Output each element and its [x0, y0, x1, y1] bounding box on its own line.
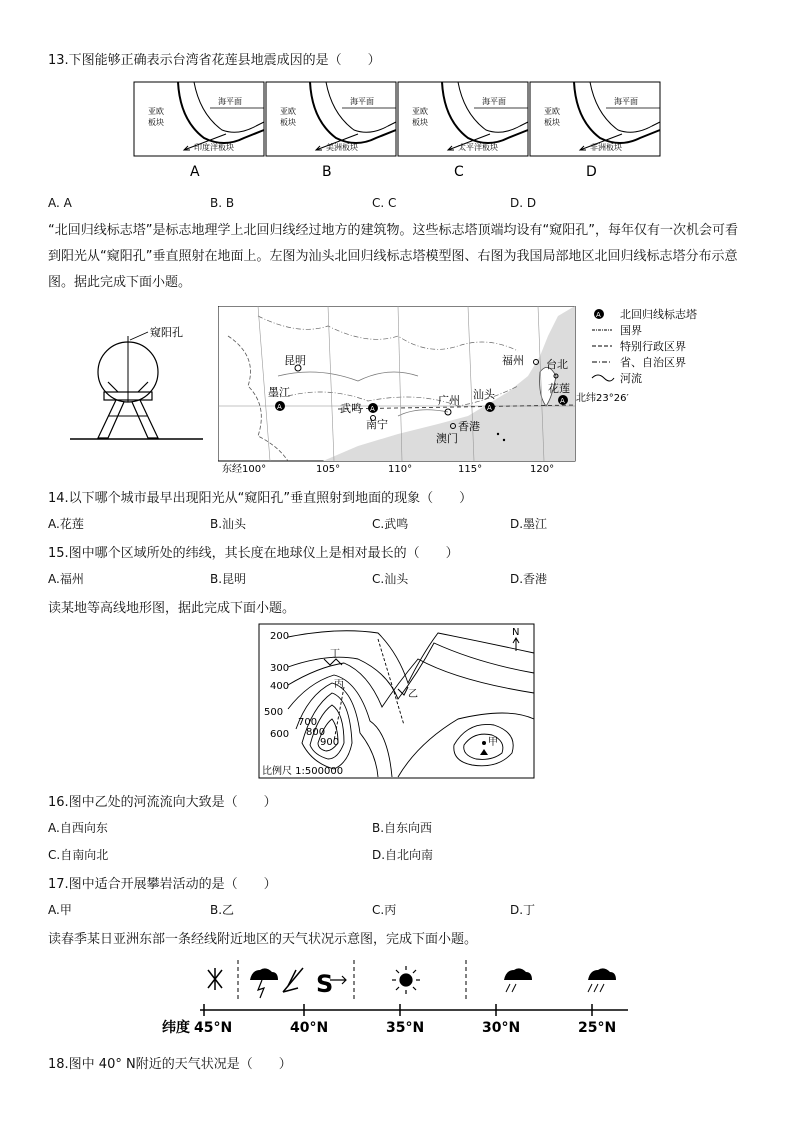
q15-option-b[interactable]: B.昆明 — [210, 572, 247, 586]
contour-800: 800 — [306, 727, 326, 738]
city-macau: 澳门 — [436, 432, 458, 445]
svg-text:A: A — [560, 397, 565, 405]
q17-stem: 17.图中适合开展攀岩活动的是（ ） — [48, 877, 277, 892]
svg-text:A: A — [487, 404, 492, 412]
svg-text:A: A — [596, 311, 601, 319]
contour-600: 600 — [270, 729, 290, 740]
lat-label: 北纬23°26′ — [576, 393, 629, 404]
scale-label: 比例尺 1:500000 — [262, 766, 344, 777]
city-guangzhou: 广州 — [438, 394, 460, 407]
lon-label-110: 110° — [388, 464, 413, 475]
q13-diagram-b — [266, 82, 396, 180]
city-shantou: 汕头 — [473, 388, 495, 401]
q14-stem: 14.以下哪个城市最早出现阳光从“窥阳孔”垂直照射到地面的现象（ ） — [48, 491, 473, 506]
sandstorm-icon: S — [316, 970, 334, 998]
contour-200: 200 — [270, 631, 290, 642]
q15-stem: 15.图中哪个区域所处的纬线，其长度在地球仪上是相对最长的（ ） — [48, 546, 459, 561]
q15-option-a[interactable]: A.福州 — [48, 572, 84, 586]
intro-paragraph-1: “北回归线标志塔”是标志地理学上北回归线经过地方的建筑物。这些标志塔顶端均设有“窥阳孔”，每年仅有一次机会可看到阳光从“窥阳孔”垂直照射在地面上。左图为汕头北回归线标志塔模型图、右图为我国局部地区北回归线标志塔分布示意图。据此完成下面小题。 — [48, 223, 738, 290]
tower-diagram — [68, 318, 218, 453]
city-taipei: 台北 — [546, 358, 568, 371]
lon-label-120: 120° — [530, 464, 555, 475]
q13-diagram-letter: A — [190, 164, 200, 180]
q13-bottom-plate-label: 非洲板块 — [590, 143, 622, 152]
point-yi: 乙 — [408, 689, 418, 700]
tropic-map — [218, 306, 738, 476]
lon-label-100: 东经100° — [222, 464, 267, 475]
q13-option-a[interactable]: A. A — [48, 196, 72, 210]
q13-bottom-plate-label: 美洲板块 — [326, 143, 358, 152]
q16-option-a[interactable]: A.自西向东 — [48, 821, 108, 835]
lon-label-115: 115° — [458, 464, 483, 475]
city-kunming: 昆明 — [284, 354, 306, 367]
q13-left-plate-label-2: 板块 — [280, 118, 296, 127]
contour-900: 900 — [320, 737, 340, 748]
svg-text:A: A — [277, 403, 282, 411]
city-hualien: 花莲 — [548, 382, 570, 395]
q13-diagram-c — [398, 82, 528, 180]
q14-option-b[interactable]: B.汕头 — [210, 517, 247, 531]
tick-25: 25°N — [578, 1020, 617, 1036]
tick-40: 40°N — [290, 1020, 329, 1036]
tick-35: 35°N — [386, 1020, 425, 1036]
point-jia: 甲 — [488, 737, 498, 748]
q14-option-d[interactable]: D.墨江 — [510, 517, 548, 531]
legend-river: 河流 — [620, 372, 642, 385]
q16-stem: 16.图中乙处的河流流向大致是（ ） — [48, 795, 277, 810]
q13-diagram-letter: C — [454, 164, 464, 180]
q13-sea-label: 海平面 — [482, 97, 506, 106]
light-rain-icon — [504, 968, 532, 992]
contour-700: 700 — [298, 717, 318, 728]
q13-left-plate-label-2: 板块 — [148, 118, 164, 127]
tower-hole-label: 窥阳孔 — [150, 326, 183, 339]
q16-option-c[interactable]: C.自南向北 — [48, 848, 109, 862]
q13-left-plate-label-2: 板块 — [412, 118, 428, 127]
q13-option-d[interactable]: D. D — [510, 196, 537, 210]
contour-300: 300 — [270, 663, 290, 674]
lon-label-105: 105° — [316, 464, 341, 475]
q13-diagram-letter: B — [322, 164, 332, 180]
q17-option-a[interactable]: A.甲 — [48, 903, 72, 917]
city-nanning: 南宁 — [366, 418, 388, 431]
heavy-rain-icon — [588, 968, 616, 992]
q14-option-c[interactable]: C.武鸣 — [372, 517, 409, 531]
city-fuzhou: 福州 — [502, 354, 524, 367]
legend-border: 国界 — [620, 324, 642, 337]
q13-diagram-d — [530, 82, 660, 180]
city-mojiang: 墨江 — [268, 386, 290, 399]
q13-option-b[interactable]: B. B — [210, 196, 235, 210]
sun-icon — [392, 966, 420, 994]
q16-option-d[interactable]: D.自北向南 — [372, 848, 434, 862]
snow-icon — [208, 968, 222, 990]
q17-option-b[interactable]: B.乙 — [210, 903, 235, 917]
city-hongkong: 香港 — [458, 420, 480, 433]
q13-left-plate-label: 亚欧 — [148, 107, 164, 116]
point-ding: 丁 — [330, 649, 340, 660]
tick-45: 45°N — [194, 1020, 233, 1036]
q14-option-a[interactable]: A.花莲 — [48, 517, 84, 531]
legend-province: 省、自治区界 — [620, 356, 686, 369]
q13-left-plate-label: 亚欧 — [280, 107, 296, 116]
tick-30: 30°N — [482, 1020, 521, 1036]
q15-option-d[interactable]: D.香港 — [510, 572, 548, 586]
q13-sea-label: 海平面 — [350, 97, 374, 106]
contour-500: 500 — [264, 707, 284, 718]
q17-option-c[interactable]: C.丙 — [372, 903, 397, 917]
q13-option-c[interactable]: C. C — [372, 196, 397, 210]
axis-label: 纬度 — [162, 1020, 190, 1036]
q13-left-plate-label: 亚欧 — [544, 107, 560, 116]
q13-diagram-a — [134, 82, 264, 180]
q15-option-c[interactable]: C.汕头 — [372, 572, 409, 586]
point-bing: 丙 — [334, 679, 344, 690]
q13-diagrams — [130, 80, 665, 185]
contour-map — [258, 623, 535, 779]
north-label: N — [512, 627, 520, 638]
q16-option-b[interactable]: B.自东向西 — [372, 821, 433, 835]
intro-paragraph-3: 读春季某日亚洲东部一条经线附近地区的天气状况示意图，完成下面小题。 — [48, 932, 478, 947]
svg-text:A: A — [370, 405, 375, 413]
q17-option-d[interactable]: D.丁 — [510, 903, 536, 917]
q13-diagram-letter: D — [586, 164, 597, 180]
q13-sea-label: 海平面 — [218, 97, 242, 106]
intro-paragraph-2: 读某地等高线地形图，据此完成下面小题。 — [48, 601, 296, 616]
q13-bottom-plate-label: 印度洋板块 — [194, 143, 234, 152]
q13-stem: 13.下图能够正确表示台湾省花莲县地震成因的是（ ） — [48, 53, 381, 68]
contour-400: 400 — [270, 681, 290, 692]
q13-left-plate-label-2: 板块 — [544, 118, 560, 127]
q13-bottom-plate-label: 太平洋板块 — [458, 143, 498, 152]
wind-icon — [283, 968, 303, 992]
legend-sar: 特别行政区界 — [620, 340, 686, 353]
q18-stem: 18.图中 40° N附近的天气状况是（ ） — [48, 1057, 292, 1072]
q13-sea-label: 海平面 — [614, 97, 638, 106]
legend-tower: 北回归线标志塔 — [620, 308, 697, 321]
q13-left-plate-label: 亚欧 — [412, 107, 428, 116]
storm-icon — [250, 968, 278, 998]
weather-diagram — [158, 958, 638, 1038]
city-wuming: 武鸣 — [340, 402, 362, 415]
